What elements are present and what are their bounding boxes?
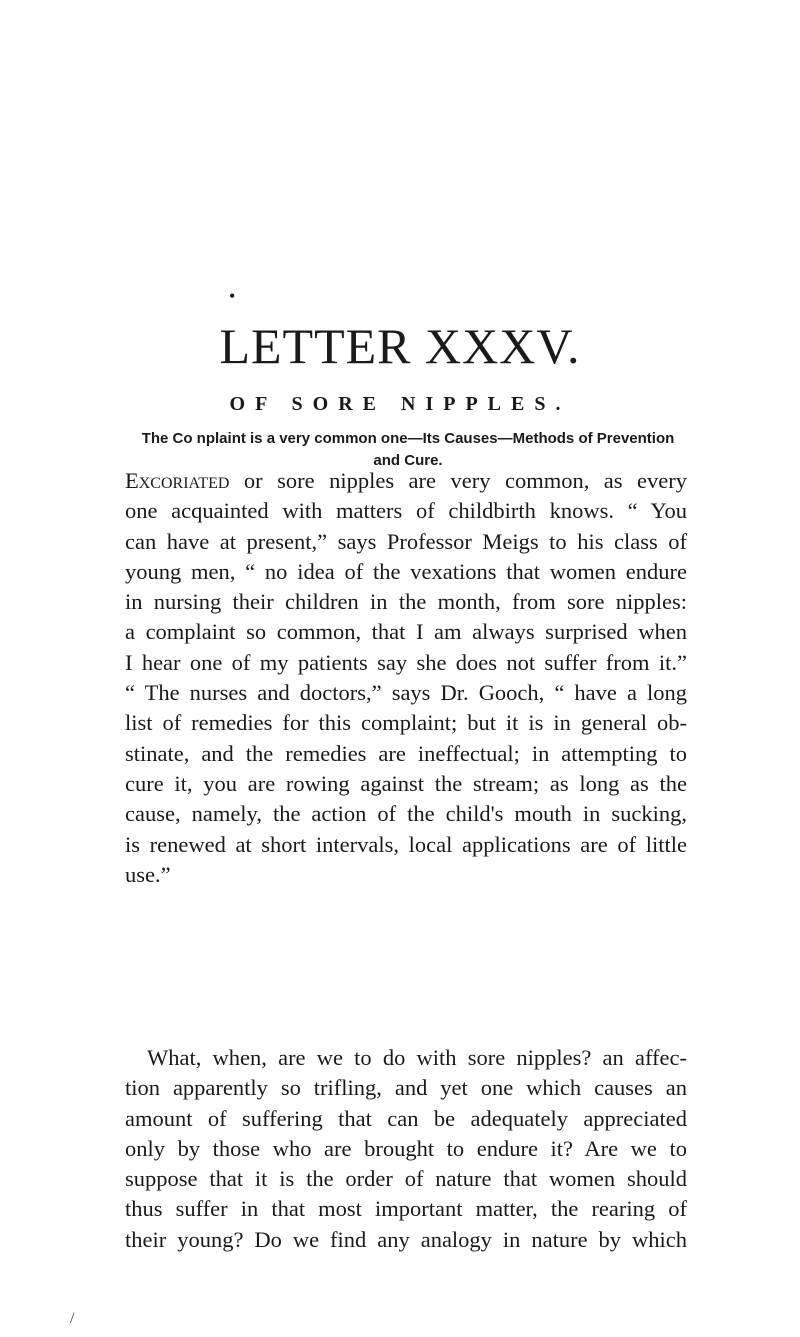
paragraph-line: a complaint so common, that I am always surprised when bbox=[125, 619, 687, 645]
paragraph-line: list of remedies for this complaint; but it is in general ob- bbox=[125, 710, 687, 736]
paragraph-line: tion apparently so trifling, and yet one which causes an bbox=[125, 1075, 687, 1101]
paragraph-line: use.” bbox=[125, 861, 171, 887]
paragraph-line: is renewed at short intervals, local applications are of little bbox=[125, 831, 687, 857]
margin-slash: / bbox=[70, 1310, 75, 1327]
paragraph-line: cure it, you are rowing against the stream; as long as the bbox=[125, 770, 687, 796]
paragraph-line: suppose that it is the order of nature that women should bbox=[125, 1166, 687, 1192]
paragraph-line: Excoriated or sore nipples are very common, as every bbox=[125, 468, 687, 493]
margin-dot: • bbox=[229, 286, 236, 306]
chapter-summary: The Co nplaint is a very common one—Its Causes—Methods of Prevention and Cure. bbox=[141, 430, 675, 469]
paragraph-line: stinate, and the remedies are ineffectual; in attempting to bbox=[125, 740, 687, 766]
paragraph-line: can have at present,” says Professor Meigs to his class of bbox=[125, 528, 687, 554]
paragraph-line: their young? Do we find any analogy in nature by which bbox=[125, 1226, 687, 1252]
paragraph-2 bbox=[125, 1043, 687, 1255]
letter-title: LETTER XXXV. bbox=[219, 318, 581, 374]
paragraph-line: young men, “ no idea of the vexations that women endure bbox=[125, 558, 687, 584]
paragraph-line: “ The nurses and doctors,” says Dr. Gooch, “ have a long bbox=[125, 680, 687, 706]
paragraph-line: amount of suffering that can be adequately appreciated bbox=[125, 1105, 687, 1131]
paragraph-1 bbox=[125, 466, 687, 890]
chapter-subject: OF SORE NIPPLES. bbox=[229, 393, 571, 415]
paragraph-line: I hear one of my patients say she does not suffer from it.” bbox=[125, 649, 687, 675]
lead-word: Excoriated bbox=[125, 468, 230, 493]
paragraph-line: cause, namely, the action of the child's mouth in sucking, bbox=[125, 801, 687, 827]
paragraph-line: one acquainted with matters of childbirth knows. “ You bbox=[125, 498, 687, 524]
paragraph-line: What, when, are we to do with sore nipples? an affec- bbox=[147, 1045, 687, 1070]
paragraph-line: only by those who are brought to endure it? Are we to bbox=[125, 1135, 687, 1161]
paragraph-line: thus suffer in that most important matter, the rearing of bbox=[125, 1196, 687, 1222]
paragraph-line: in nursing their children in the month, from sore nipples: bbox=[125, 589, 687, 615]
